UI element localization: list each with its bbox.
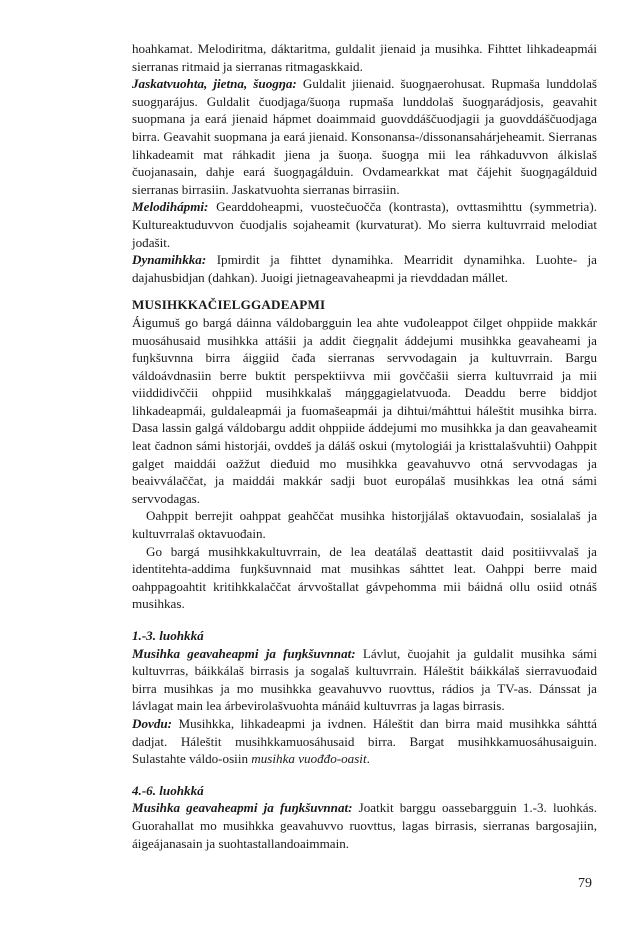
sub2-geav-paragraph [132,799,597,852]
sub1-geav-label: Musihka geavaheapmi ja fuŋkšuvnnat: [132,645,356,661]
dynam-label: Dynamihkka: [132,252,207,268]
sub2-geav-label: Musihka geavaheapmi ja fuŋkšuvnnat: [132,800,353,816]
dynam-paragraph [132,251,597,286]
section-paragraph-1: Áigumuš go bargá dáinna váldobargguin lea ahte vuđoleappot čilget ohppiide makkár muosáhusaid musihkka attášii ja addit čiegŋalit áddejumi musihkka geavaheami ja fuŋkšuvnna birra áiggiid čađa sierranas servvodagain ja kultuvrrain. Bargu váldoávdnasiin berre buktit perspektiivva mii govččašii sierra kultuvrraid ja mii viiddidivččii ohppiid musihkkalaš máŋggagielatvuođa. Deaddu berre biddjot lihkadeapmái, guldaleapmái ja fuomašeapmái ja dihtui/máhttui háleštit musihka birra. Dasa lassin galgá váldobargu addit ohppiide áddejumi mo musihkka ja dan geavaheamit leat čadnon sámi historjái, ovddeš ja dáláš oskui (mytologiái ja kristtalašvuhtii) Oahppit galget maiddái oažžut dieđuid mo musihkka geavahuvvo otná servvodagas ja beaivválaččat, ja maiddái makkár sadji buot europálaš musihkkas lea otná sámi servvodagas. [132,314,597,506]
sub1-heading: 1.-3. luohkká [132,628,204,643]
page-number: 79 [578,876,592,891]
sub1-dovdu-label: Dovdu: [132,715,173,731]
dynam-text: Ipmirdit ja fihttet dynamihka. Mearridit dynamihka. Luohte- ja dajahusbidjan (dahkan). Juoigi jietnageavaheapmi ja rievddadan mállet. [132,252,597,285]
jaskat-paragraph [132,75,597,198]
jaskat-label: Jaskatvuohta, jietna, šuogŋa: [132,76,297,92]
sub1-geav-text: Lávlut, čuojahit ja guldalit musihka sámi kultuvrras, báikkálaš birrasis ja sogalaš kultuvrrain. Háleštit báikkálaš sierravuođaid birra musihkas ja mo musihkka geavahuvvo ruovttus, rádios ja TV-as. Dánssat ja lávlagat main lea árbevirolašvuohta mánáid kultuvrras ja lagas birrasis. [132,645,597,714]
section-paragraph-3: Go bargá musihkkakultuvrrain, de lea deatálaš deattastit daid positiivvalaš ja identitehta-addima fuŋkšuvnnaid mat musihkas sáhttet leat. Oahppi berre maid oahppagoahtit kritihkkalaččat árvvoštallat gávpehomma mii báidná ollu osiid otnáš musihkas. [132,543,597,612]
section-paragraph-2: Oahppit berrejit oahppat geahččat musihka historjjálaš oktavuođain, sosialalaš ja kultuvrralaš oktavuođain. [132,508,597,542]
jaskat-text: Guldalit jiienaid. šuogŋaerohusat. Rupmaša lunddolaš suogŋarájus. Guldalit čuodjaga/šuoŋa rupmaša lunddolaš šuogŋarádjosis, geavahit suopmana ja eará jienaid hápmet doaimmaid guovddáščuodjagii ja guovddáščuodjaga birra. Geavahit suopmana ja eará jienaid. Konsonansa-/dissonansahárjeheamit. Sierranas lihkadeamit mat ráhkadit jiena ja šuoŋa. šuogŋa mii lea ráhkaduvvon álkislaš čuojanasain, dahje eará šuogŋagálduin. Ovdamearkkat mat čájehit šuogŋagálduid sierranas birrasiin. Jaskatvuohta sierranas birrasiin. [132,76,597,197]
sub2-heading: 4.-6. luohkká [132,782,204,798]
melodi-paragraph [132,198,597,251]
sub1-geav-paragraph [132,645,597,715]
melodi-text: Gearddoheapmi, vuostečuočča (kontrasta), ovttasmihttu (symmetria). Kultureaktuduvvon čuodjalis sojaheamit (kurvaturat). Mo sierra kultuvrraid melodiat jođašit. [132,199,597,250]
sub1-dovdu-paragraph [132,715,597,768]
page-body [132,40,597,852]
sub2-geav-text: Joatkit barggu oassebargguin 1.-3. luohkás. Guorahallat mo musihkka geavahuvvo ruovttus, lagas birrasis, sierranas bargosajiin, áigeájanasain ja suohtastallandoaimmain. [132,800,597,851]
sub1-dovdu-text: Musihkka, lihkadeapmi ja ivdnen. Háleštit dan birra maid musihkka sáhttá dadjat. Háleštit musihkkamuosáhusaid birra. Bargat musihkkamuosáhusaiguin. Sulastahte váldo-osiin [132,715,597,767]
sub1-dovdu-italic: musihka vuođđo-oasit [251,751,367,767]
melodi-label: Melodihápmi: [132,199,209,215]
section-heading: MUSIHKKAČIELGGADEAPMI [132,297,326,313]
sub1-dovdu-end: . [366,751,370,767]
intro-paragraph: hoahkamat. Melodiritma, dáktaritma, guldalit jienaid ja musihka. Fihttet lihkadeapmái sierranas ritmaid ja sierranas ritmagaskkaid. [132,41,597,74]
